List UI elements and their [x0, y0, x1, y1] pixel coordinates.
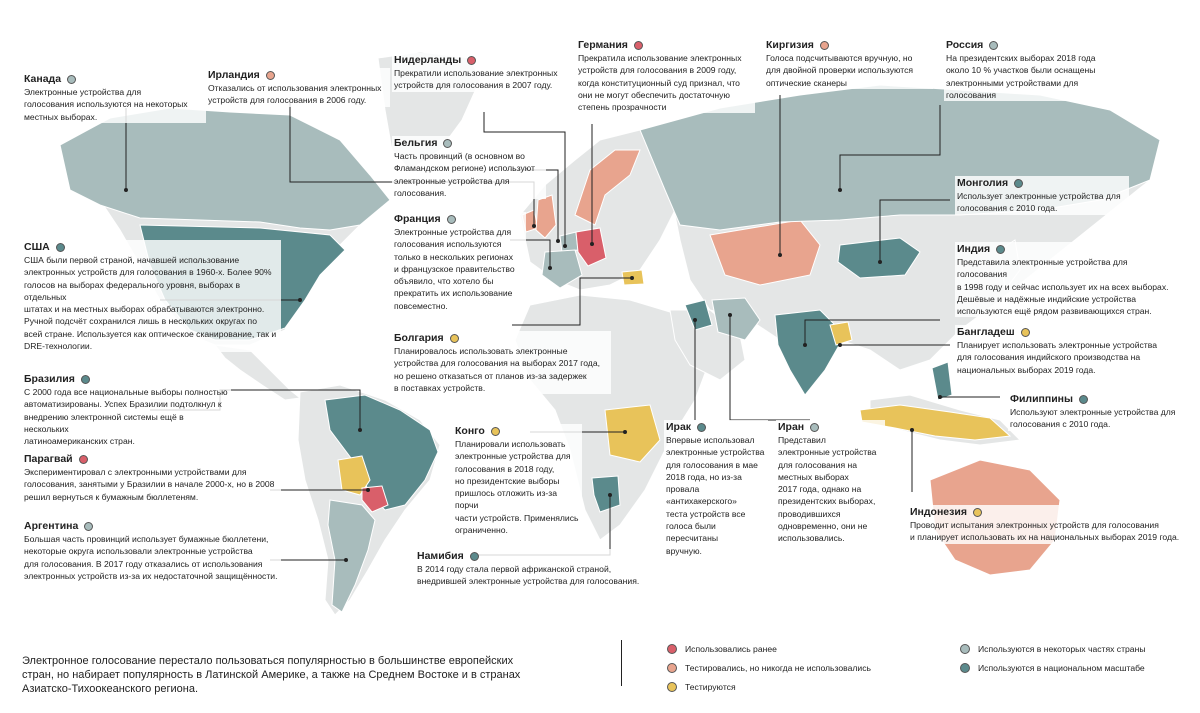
legend-label: Используются в некоторых частях страны: [978, 644, 1146, 654]
callout-line: голосования используются: [394, 239, 502, 250]
callout-argentina: [22, 519, 281, 582]
pin-india: [803, 343, 807, 347]
callout-title: Германия: [578, 39, 628, 51]
pin-philippines: [938, 395, 942, 399]
callout-title: Франция: [394, 213, 441, 225]
callout-title: Бельгия: [394, 137, 438, 149]
pin-iran: [728, 313, 732, 317]
pin-indonesia: [910, 428, 914, 432]
callout-line: всей стране. Используется как оптическое сканирование, так и: [24, 328, 277, 339]
callout-line: для голосования. В 2017 году отказались от использования: [24, 558, 263, 569]
callout-line: Часть провинций (в основном во: [394, 151, 525, 161]
callout-title: Аргентина: [24, 520, 79, 532]
callout-title: Намибия: [417, 550, 464, 562]
callout-line: некоторые округа использовали электронные устройства: [24, 546, 253, 557]
callout-france: [392, 212, 526, 312]
callout-line: Используют электронные устройства для: [1010, 407, 1176, 417]
status-dot: [1079, 395, 1088, 404]
callout-line: устройств для голосования в 2006 году.: [208, 95, 367, 106]
callout-line: но президентские выборы: [455, 475, 560, 486]
callout-belgium: [392, 136, 546, 199]
callout-line: электронные устройства: [666, 447, 765, 458]
status-dot: [56, 243, 65, 252]
status-dot: [81, 375, 90, 384]
status-dot: [989, 41, 998, 50]
callout-line: голосов на выборах федерального уровня, выборах в отдельных: [24, 279, 241, 302]
callout-line: электронные устройства для: [455, 451, 571, 462]
legend-label: Использовались ранее: [685, 644, 777, 654]
callout-line: повсеместно.: [394, 300, 448, 311]
callout-line: DRE-технологии.: [24, 341, 93, 352]
callout-line: Электронные устройства для: [24, 87, 142, 97]
callout-text: [24, 533, 279, 582]
status-dot: [1021, 328, 1030, 337]
callout-line: Экспериментировал с электронными устройствами для: [24, 467, 247, 477]
callout-line: На президентских выборах 2018 года: [946, 53, 1096, 63]
callout-text: [24, 254, 279, 352]
legend-dot: [667, 682, 677, 692]
callout-line: национальных выборах 2019 года.: [957, 364, 1096, 375]
callout-line: латиноамериканских стран.: [24, 436, 135, 447]
callout-philippines: [1008, 392, 1182, 431]
callout-line: Использует электронные устройства для: [957, 191, 1121, 201]
callout-line: электронными устройствами для: [946, 77, 1079, 88]
callout-line: для голосования индийского производства на: [957, 352, 1141, 363]
callout-line: Впервые использовал: [666, 435, 755, 445]
callout-title: Бангладеш: [957, 326, 1015, 338]
callout-line: устройств для голосования в 2007 году.: [394, 80, 553, 91]
callout-text: [1010, 406, 1180, 431]
callout-line: голосования: [946, 89, 997, 100]
pin-bangladesh: [838, 343, 842, 347]
status-dot: [491, 427, 500, 436]
callout-title: Индия: [957, 243, 991, 255]
callout-line: президентских выборах,: [778, 496, 876, 507]
region-netherlands-belgium: [560, 232, 578, 252]
callout-line: устройств для голосования в 2009 году,: [578, 65, 737, 76]
callout-line: использовались.: [778, 533, 845, 544]
status-dot: [996, 245, 1005, 254]
callout-line: Голоса подсчитываются вручную, но: [766, 53, 913, 63]
callout-title: Нидерланды: [394, 54, 462, 66]
callout-line: голосования используются на некоторых: [24, 99, 188, 110]
callout-line: для голосования в мае: [666, 459, 758, 470]
callout-line: местных выборах: [778, 471, 849, 482]
callout-line: Прекратили использование электронных: [394, 68, 558, 78]
callout-text: [394, 226, 524, 312]
callout-line: для двойной проверки используются: [766, 65, 914, 76]
pin-kyrgyzstan: [778, 253, 782, 257]
callout-line: голосования с 2010 года.: [1010, 419, 1111, 430]
pin-brazil: [358, 428, 362, 432]
callout-netherlands: [392, 53, 571, 92]
callout-title: Киргизия: [766, 39, 814, 51]
callout-line: голосования в 2018 году,: [455, 463, 555, 474]
callout-line: устройства для голосования на выборах 2017 года,: [394, 358, 600, 369]
status-dot: [697, 423, 706, 432]
callout-text: [394, 67, 569, 92]
callout-text: [957, 256, 1177, 317]
callout-text: [417, 563, 642, 588]
callout-title: Ирак: [666, 421, 692, 433]
callout-title: Иран: [778, 421, 805, 433]
callout-line: Проводит испытания электронных устройств для голосования: [910, 520, 1159, 530]
callout-indonesia: [908, 505, 1182, 544]
callout-text: [394, 150, 544, 199]
callout-iraq: [664, 420, 768, 557]
callout-line: 2018 года, но из-за: [666, 471, 742, 482]
callout-line: оптические сканеры: [766, 77, 847, 88]
callout-text: [666, 434, 766, 557]
callout-line: Ручной подсчёт сохранился лишь в нескольких округах по: [24, 316, 257, 327]
callout-line: США были первой страной, начавшей использование: [24, 255, 240, 265]
callout-title: Россия: [946, 39, 984, 51]
callout-iran: [776, 420, 885, 545]
legend-label: Тестируются: [685, 682, 736, 692]
callout-line: штатах и на местных выборах обрабатываются электронно.: [24, 304, 265, 315]
pin-paraguay: [366, 488, 370, 492]
callout-text: [778, 434, 883, 545]
status-dot: [266, 71, 275, 80]
callout-bulgaria: [392, 331, 611, 394]
callout-line: Отказались от использования электронных: [208, 83, 382, 93]
callout-title: Канада: [24, 73, 62, 85]
callout-usa: [22, 240, 281, 352]
callout-text: [578, 52, 753, 113]
callout-line: Планировали использовать: [455, 439, 566, 449]
callout-line: они не могут обеспечить достаточную: [578, 89, 730, 100]
callout-line: голосования с 2010 года.: [957, 203, 1058, 214]
callout-line: используются ещё рядом развивающихся стран.: [957, 306, 1152, 317]
pin-germany: [590, 242, 594, 246]
callout-line: электронные устройства: [778, 447, 877, 458]
callout-line: ограниченно.: [455, 525, 508, 536]
callout-germany: [576, 38, 755, 113]
status-dot: [447, 215, 456, 224]
status-dot: [84, 522, 93, 531]
callout-congo: [453, 424, 582, 536]
callout-line: прекратить их использование: [394, 288, 513, 299]
callout-line: степень прозрачности: [578, 102, 667, 113]
callout-text: [946, 52, 1116, 101]
callout-line: голоса были пересчитаны: [666, 521, 719, 544]
callout-line: Большая часть провинций использует бумажные бюллетени,: [24, 534, 269, 544]
callout-line: Фламандском регионе) используют: [394, 163, 535, 174]
status-dot: [470, 552, 479, 561]
legend-dot: [667, 644, 677, 654]
callout-brazil: [22, 372, 231, 447]
pin-iraq: [693, 318, 697, 322]
region-philippines: [932, 362, 952, 400]
callout-text: [394, 345, 609, 394]
callout-line: местных выборах.: [24, 111, 98, 122]
callout-text: [24, 466, 279, 503]
callout-text: [766, 52, 931, 89]
callout-line: проводившихся: [778, 508, 841, 519]
callout-line: голосования.: [394, 187, 447, 198]
callout-line: внедрившей электронные устройства для голосования.: [417, 576, 640, 587]
status-dot: [820, 41, 829, 50]
pin-namibia: [608, 493, 612, 497]
callout-line: 2017 года, однако на: [778, 484, 862, 495]
callout-line: когда конституционный суд признал, что: [578, 77, 740, 88]
callout-mongolia: [955, 176, 1129, 215]
callout-canada: [22, 72, 206, 123]
callout-india: [955, 242, 1179, 317]
pin-bulgaria: [630, 276, 634, 280]
callout-line: провала «антихакерского»: [666, 484, 737, 507]
callout-line: около 10 % участков были оснащены: [946, 65, 1096, 76]
callout-line: Электронные устройства для: [394, 227, 512, 237]
callout-ireland: [206, 68, 390, 107]
callout-title: Монголия: [957, 177, 1009, 189]
callout-namibia: [415, 549, 644, 588]
callout-line: Представил: [778, 435, 826, 445]
legend-label: Используются в национальном масштабе: [978, 663, 1145, 673]
callout-line: и планирует использовать их на национальных выборах 2019 года.: [910, 532, 1180, 543]
callout-title: Индонезия: [910, 506, 967, 518]
callout-text: [455, 438, 580, 536]
pin-france: [548, 266, 552, 270]
pin-argentina: [344, 558, 348, 562]
callout-line: пришлось отложить из-за порчи: [455, 488, 557, 511]
legend-partial: [960, 644, 1146, 654]
legend-label: Тестировались, но никогда не использовались: [685, 663, 871, 673]
callout-line: Прекратила использование электронных: [578, 53, 742, 63]
callout-line: голосования, занятыми у Бразилии в начале 2000-х, но в 2008: [24, 479, 275, 490]
pin-ireland: [532, 224, 536, 228]
callout-line: но решено отказаться от планов из-за задержек: [394, 370, 587, 381]
callout-bangladesh: [955, 325, 1159, 376]
footer-summary: Электронное голосование перестало пользоваться популярностью в большинстве европейских стран, но набирает популярность в Латинской Америке, а также на Среднем Востоке и в странах Азиатско-Тихоокеанского региона.: [22, 655, 521, 695]
callout-line: автоматизированы. Успех Бразилии подтолкнул к: [24, 399, 222, 410]
callout-line: одновременно, они не: [778, 521, 868, 532]
callout-title: Филиппины: [1010, 393, 1073, 405]
callout-text: [957, 190, 1127, 215]
status-dot: [810, 423, 819, 432]
callout-kyrgyzstan: [764, 38, 933, 89]
callout-line: для голосования на: [778, 459, 858, 470]
legend-dot: [960, 644, 970, 654]
callout-text: [910, 519, 1180, 544]
callout-title: Конго: [455, 425, 485, 437]
callout-line: Планировалось использовать электронные: [394, 346, 568, 356]
legend-tested-never-used: [667, 663, 871, 673]
legend-dot: [960, 663, 970, 673]
callout-paraguay: [22, 452, 281, 503]
callout-line: и французское правительство: [394, 263, 515, 274]
callout-text: [208, 82, 388, 107]
callout-title: Ирландия: [208, 69, 260, 81]
pin-usa: [298, 298, 302, 302]
callout-line: Дешёвые и надёжные индийские устройства: [957, 293, 1136, 304]
status-dot: [67, 75, 76, 84]
callout-line: в 1998 году и сейчас использует их на всех выборах.: [957, 281, 1169, 292]
callout-title: Бразилия: [24, 373, 75, 385]
callout-line: С 2000 года все национальные выборы полностью: [24, 387, 228, 397]
callout-line: Планирует использовать электронные устройства: [957, 340, 1157, 350]
status-dot: [467, 56, 476, 65]
callout-line: теста устройств все: [666, 508, 746, 519]
footer-divider: [621, 640, 622, 686]
callout-line: внедрению электронной системы ещё в нескольких: [24, 411, 184, 434]
pin-mongolia: [878, 260, 882, 264]
legend-used-before: [667, 644, 777, 654]
callout-russia: [944, 38, 1118, 101]
pin-congo: [623, 430, 627, 434]
callout-text: [957, 339, 1157, 376]
callout-title: Парагвай: [24, 453, 73, 465]
callout-line: в поставках устройств.: [394, 382, 486, 393]
callout-line: электронных устройств для голосования в 1960-х. Более 90%: [24, 267, 272, 278]
status-dot: [1014, 179, 1023, 188]
callout-line: электронных устройств из-за их недостаточной защищённости.: [24, 570, 278, 581]
callout-line: электронные устройства для: [394, 175, 510, 186]
status-dot: [450, 334, 459, 343]
callout-text: [24, 386, 229, 447]
callout-text: [24, 86, 204, 123]
status-dot: [443, 139, 452, 148]
pin-canada: [124, 188, 128, 192]
callout-line: В 2014 году стала первой африканской страной,: [417, 564, 612, 574]
legend-national: [960, 663, 1145, 673]
callout-line: объявило, что хотело бы: [394, 276, 494, 287]
status-dot: [634, 41, 643, 50]
callout-line: вручную.: [666, 545, 702, 556]
callout-line: только в нескольких регионах: [394, 251, 513, 262]
status-dot: [973, 508, 982, 517]
callout-line: решил вернуться к бумажным бюллетеням.: [24, 491, 199, 502]
pin-belgium: [556, 239, 560, 243]
legend-dot: [667, 663, 677, 673]
legend-testing: [667, 682, 736, 692]
pin-netherlands: [563, 244, 567, 248]
callout-line: Представила электронные устройства для голосования: [957, 257, 1128, 280]
callout-title: Болгария: [394, 332, 444, 344]
pin-russia: [838, 188, 842, 192]
callout-title: США: [24, 241, 50, 253]
status-dot: [79, 455, 88, 464]
callout-line: части устройств. Применялись: [455, 512, 579, 523]
